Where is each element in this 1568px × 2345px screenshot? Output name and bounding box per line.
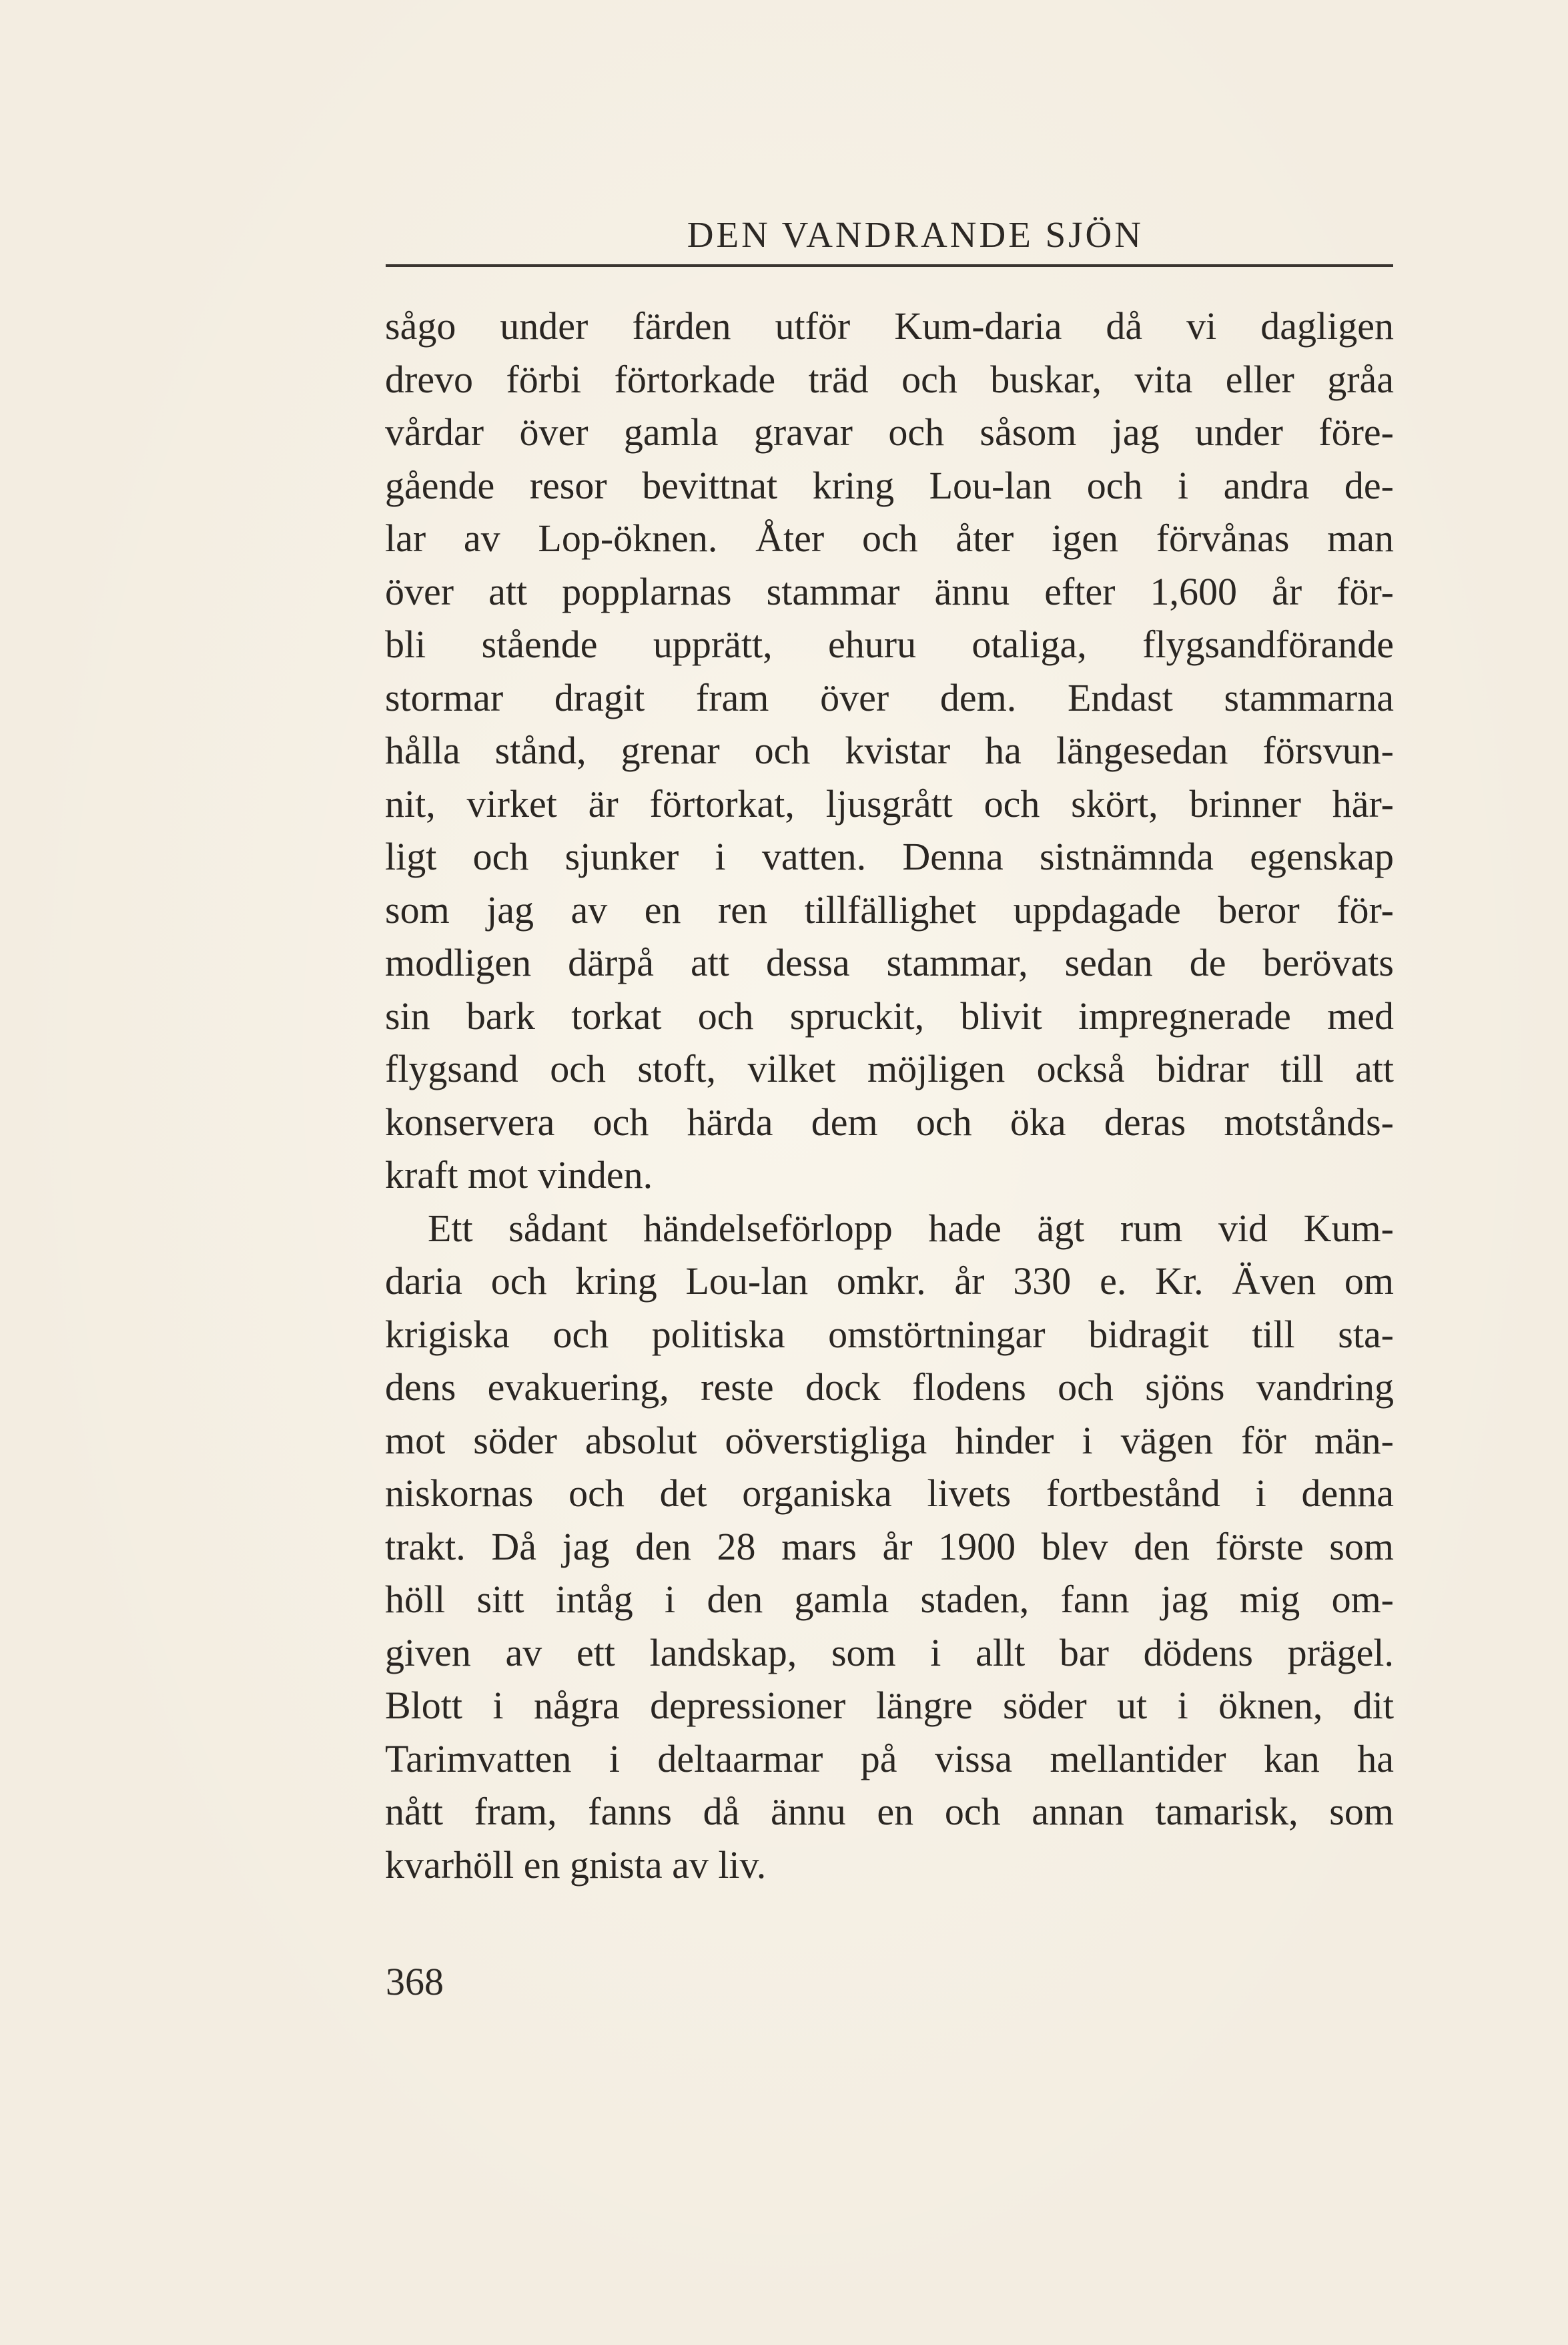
- text-line: Blott i några depressioner längre söder ut i öknen, dit: [385, 1684, 1394, 1727]
- text-line: sin bark torkat och spruckit, blivit impregnerade med: [385, 994, 1394, 1038]
- text-line: nått fram, fanns då ännu en och annan tamarisk, som: [385, 1790, 1394, 1833]
- paragraph-2: [385, 1202, 1394, 1892]
- text-line: stormar dragit fram över dem. Endast stammarna: [385, 675, 1394, 719]
- text-line: modligen därpå att dessa stammar, sedan de berövats: [385, 941, 1394, 984]
- paragraph-1: [385, 300, 1394, 1202]
- page-number: 368: [386, 1960, 444, 2003]
- text-line: given av ett landskap, som i allt bar dödens prägel.: [385, 1630, 1394, 1674]
- text-line: krigiska och politiska omstörtningar bidragit till sta-: [385, 1312, 1394, 1356]
- text-line: drevo förbi förtorkade träd och buskar, vita eller gråa: [385, 357, 1394, 401]
- text-line: bli stående upprätt, ehuru otaliga, flygsandförande: [385, 623, 1394, 666]
- text-line: mot söder absolut oöverstigliga hinder i vägen för män-: [385, 1418, 1394, 1462]
- text-line: konservera och härda dem och öka deras motstånds-: [385, 1100, 1394, 1144]
- text-line: nit, virket är förtorkat, ljusgrått och skört, brinner här-: [385, 781, 1394, 825]
- text-line: niskornas och det organiska livets fortbestånd i denna: [385, 1471, 1394, 1515]
- text-line: ligt och sjunker i vatten. Denna sistnämnda egenskap: [385, 835, 1394, 878]
- page-header: [386, 208, 1393, 275]
- text-line: lar av Lop-öknen. Åter och åter igen förvånas man: [385, 517, 1394, 560]
- text-line: hålla stånd, grenar och kvistar ha längesedan försvun-: [385, 729, 1394, 772]
- text-line: som jag av en ren tillfällighet uppdagade beror för-: [385, 888, 1394, 932]
- text-line: trakt. Då jag den 28 mars år 1900 blev den förste som: [385, 1524, 1394, 1568]
- text-line: vårdar över gamla gravar och såsom jag under före-: [385, 410, 1394, 454]
- text-line: Tarimvatten i deltaarmar på vissa mellantider kan ha: [385, 1736, 1394, 1780]
- text-line: flygsand och stoft, vilket möjligen också bidrar till att: [385, 1047, 1394, 1090]
- text-line: dens evakuering, reste dock flodens och sjöns vandring: [385, 1365, 1394, 1409]
- running-head: DEN VANDRANDE SJÖN: [687, 214, 1144, 255]
- text-line: Ett sådant händelseförlopp hade ägt rum vid Kum-: [428, 1206, 1394, 1250]
- text-line: höll sitt intåg i den gamla staden, fann jag mig om-: [385, 1578, 1394, 1621]
- text-line: daria och kring Lou-lan omkr. år 330 e. Kr. Även om: [385, 1259, 1394, 1303]
- header-rule: [386, 264, 1393, 267]
- text-line: sågo under färden utför Kum-daria då vi dagligen: [385, 304, 1394, 348]
- body-text: [385, 300, 1394, 1891]
- text-line: över att popplarnas stammar ännu efter 1,600 år för-: [385, 569, 1394, 613]
- text-line: kraft mot vinden.: [385, 1153, 653, 1197]
- text-line: gående resor bevittnat kring Lou-lan och i andra de-: [385, 463, 1394, 507]
- text-line: kvarhöll en gnista av liv.: [385, 1842, 767, 1887]
